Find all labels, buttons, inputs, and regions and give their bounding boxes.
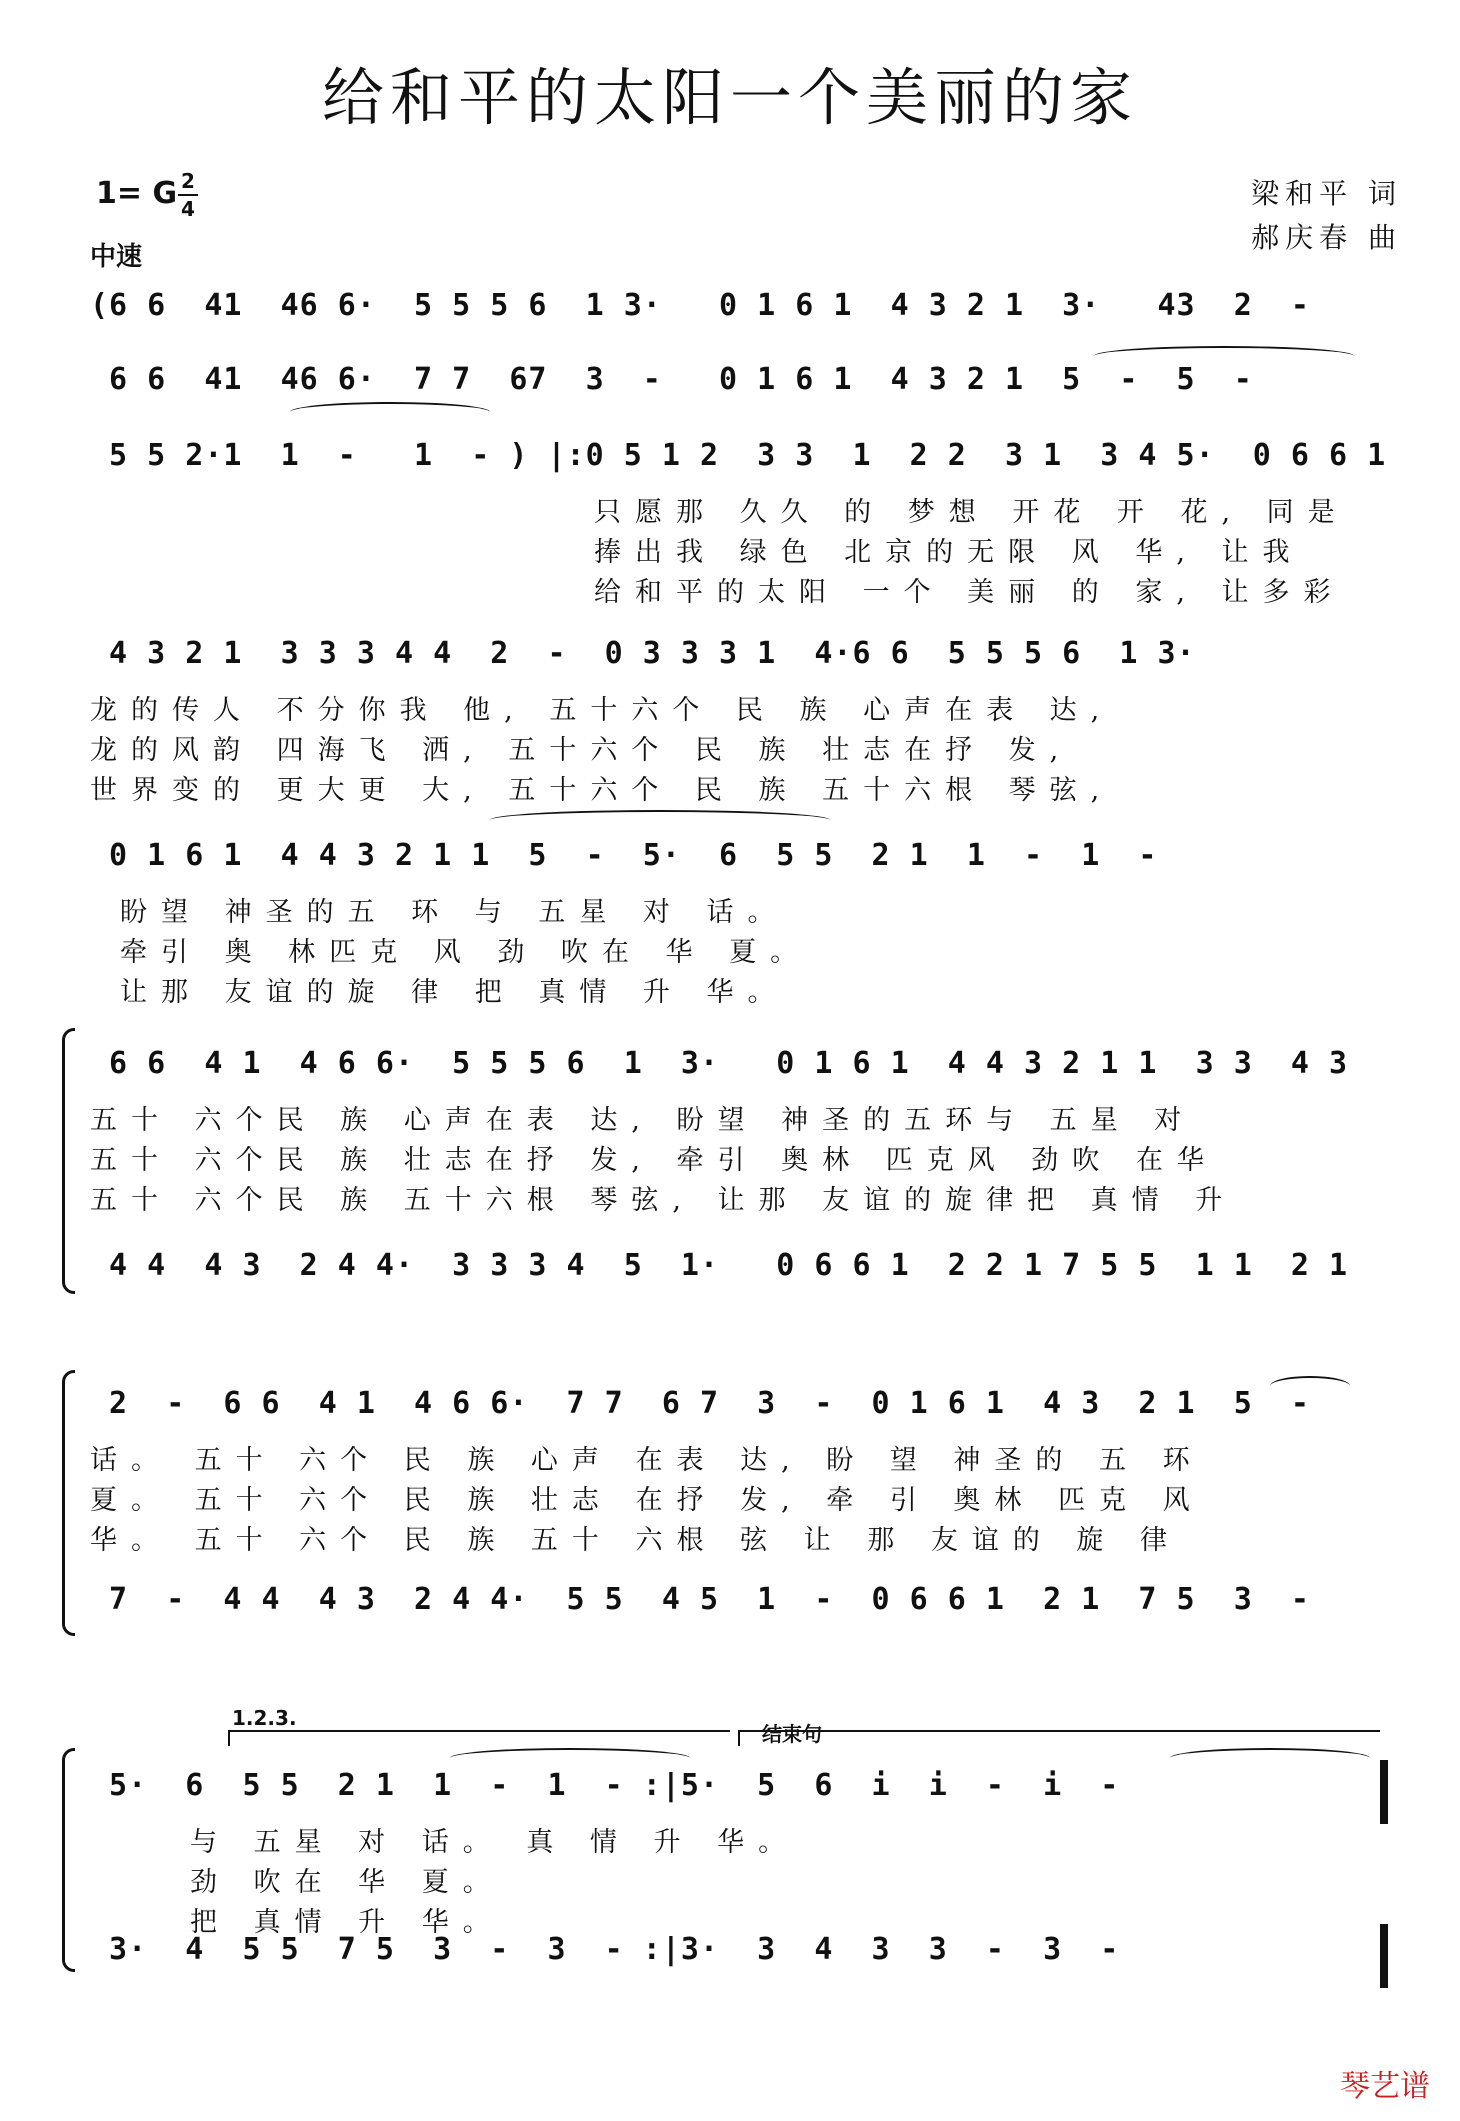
lyric-verse-1: 盼望 神圣的五 环 与 五星 对 话。 bbox=[120, 897, 789, 928]
system-brace bbox=[62, 1028, 75, 1294]
lyric-verse-1: 龙的传人 不分你我 他, 五十六个 民 族 心声在表 达, bbox=[90, 695, 1114, 726]
notation-line: (6 6 41 46 6· 5 5 5 6 1 3· 0 1 6 1 4 3 2 1 3· 43 2 - bbox=[90, 288, 1310, 323]
score-row-10 bbox=[90, 1768, 1404, 1938]
page-title: 给和平的太阳一个美丽的家 bbox=[321, 61, 1138, 134]
lyric-verse-1: 五十 六个民 族 心声在表 达, 盼望 神圣的五环与 五星 对 bbox=[90, 1105, 1196, 1136]
slur bbox=[290, 402, 490, 422]
score-row-1 bbox=[90, 288, 1404, 332]
tempo-marking: 中速 bbox=[90, 242, 143, 272]
time-signature-top: 2 bbox=[181, 169, 195, 193]
lyric-verse-2: 捧出我 绿色 北京的无限 风 华, 让我 bbox=[594, 537, 1304, 568]
notation-line: 4 3 2 1 3 3 3 4 4 2 - 0 3 3 3 1 4·6 6 5 5 5 6 1 3· bbox=[90, 636, 1196, 671]
notation-line: 2 - 6 6 4 1 4 6 6· 7 7 6 7 3 - 0 1 6 1 4 3 2 1 5 - bbox=[90, 1386, 1310, 1421]
score-row-9 bbox=[90, 1582, 1404, 1626]
lyric-verse-2: 龙的风韵 四海飞 洒, 五十六个 民 族 壮志在抒 发, bbox=[90, 735, 1073, 766]
lyric-verse-2: 牵引 奥 林匹克 风 劲 吹在 华 夏。 bbox=[120, 937, 812, 968]
slur bbox=[1270, 1376, 1350, 1396]
slur bbox=[450, 1748, 690, 1768]
slur bbox=[1094, 346, 1354, 366]
ending-bracket bbox=[738, 1730, 1380, 1746]
slur bbox=[1170, 1748, 1370, 1768]
final-barline bbox=[1380, 1760, 1388, 1824]
notation-line: 5· 6 5 5 2 1 1 - 1 - :|5· 5 6 i i - i - bbox=[90, 1768, 1120, 1803]
key-signature: 1= G bbox=[96, 176, 178, 211]
score-row-8 bbox=[90, 1386, 1404, 1556]
notation-line: 6 6 4 1 4 6 6· 5 5 5 6 1 3· 0 1 6 1 4 4 3 2 1 1 3 3 4 3 bbox=[90, 1046, 1349, 1081]
time-signature bbox=[178, 170, 198, 220]
site-logo: 琴艺谱 bbox=[1340, 2069, 1430, 2104]
ending-label: 结束句 bbox=[762, 1722, 822, 1746]
system-brace bbox=[62, 1370, 75, 1636]
score-row-7 bbox=[90, 1248, 1404, 1292]
score-row-2 bbox=[90, 362, 1404, 406]
lyric-verse-3: 世界变的 更大更 大, 五十六个 民 族 五十六根 琴弦, bbox=[90, 775, 1114, 806]
lyricist-credit: 梁和平 词 bbox=[1251, 177, 1402, 210]
notation-line: 7 - 4 4 4 3 2 4 4· 5 5 4 5 1 - 0 6 6 1 2 1 7 5 3 - bbox=[90, 1582, 1310, 1617]
time-signature-divider bbox=[178, 194, 198, 196]
lyric-verse-3: 把 真情 升 华。 bbox=[190, 1907, 504, 1938]
lyric-verse-1: 与 五星 对 话。 真 情 升 华。 bbox=[190, 1827, 800, 1858]
notation-line: 3· 4 5 5 7 5 3 - 3 - :|3· 3 4 3 3 - 3 - bbox=[90, 1932, 1120, 1967]
volta-bracket bbox=[228, 1730, 730, 1746]
lyric-verse-3: 五十 六个民 族 五十六根 琴弦, 让那 友谊的旋律把 真情 升 bbox=[90, 1185, 1237, 1216]
lyric-verse-1: 话。 五十 六个 民 族 心声 在表 达, 盼 望 神圣的 五 环 bbox=[90, 1445, 1204, 1476]
lyric-verse-3: 给和平的太阳 一个 美丽 的 家, 让多彩 bbox=[594, 577, 1345, 608]
score-row-11 bbox=[90, 1932, 1404, 1976]
score-row-3 bbox=[90, 438, 1404, 608]
time-signature-bottom: 4 bbox=[181, 197, 195, 221]
lyric-verse-2: 劲 吹在 华 夏。 bbox=[190, 1867, 504, 1898]
volta-label: 1.2.3. bbox=[232, 1706, 297, 1730]
lyric-verse-2: 夏。 五十 六个 民 族 壮志 在抒 发, 牵 引 奥林 匹克 风 bbox=[90, 1485, 1204, 1516]
slur bbox=[490, 810, 830, 830]
lyric-verse-3: 华。 五十 六个 民 族 五十 六根 弦 让 那 友谊的 旋 律 bbox=[90, 1525, 1181, 1556]
system-brace bbox=[62, 1748, 75, 1972]
lyric-verse-1: 只愿那 久久 的 梦想 开花 开 花, 同是 bbox=[594, 497, 1349, 528]
lyric-verse-2: 五十 六个民 族 壮志在抒 发, 牵引 奥林 匹克风 劲吹 在华 bbox=[90, 1145, 1218, 1176]
score-row-6 bbox=[90, 1046, 1404, 1216]
final-barline bbox=[1380, 1924, 1388, 1988]
composer-credit: 郝庆春 曲 bbox=[1251, 221, 1402, 254]
score-row-4 bbox=[90, 636, 1404, 806]
notation-line: 4 4 4 3 2 4 4· 3 3 3 4 5 1· 0 6 6 1 2 2 1 7 5 5 1 1 2 1 bbox=[90, 1248, 1349, 1283]
lyric-verse-3: 让那 友谊的旋 律 把 真情 升 华。 bbox=[120, 977, 789, 1008]
notation-line: 6 6 41 46 6· 7 7 67 3 - 0 1 6 1 4 3 2 1 5 - 5 - bbox=[90, 362, 1253, 397]
score-row-5 bbox=[90, 838, 1404, 1008]
notation-line: 5 5 2·1 1 - 1 - ) |:0 5 1 2 3 3 1 2 2 3 1 3 4 5· 0 6 6 1 bbox=[90, 438, 1387, 473]
notation-line: 0 1 6 1 4 4 3 2 1 1 5 - 5· 6 5 5 2 1 1 - 1 - bbox=[90, 838, 1158, 873]
